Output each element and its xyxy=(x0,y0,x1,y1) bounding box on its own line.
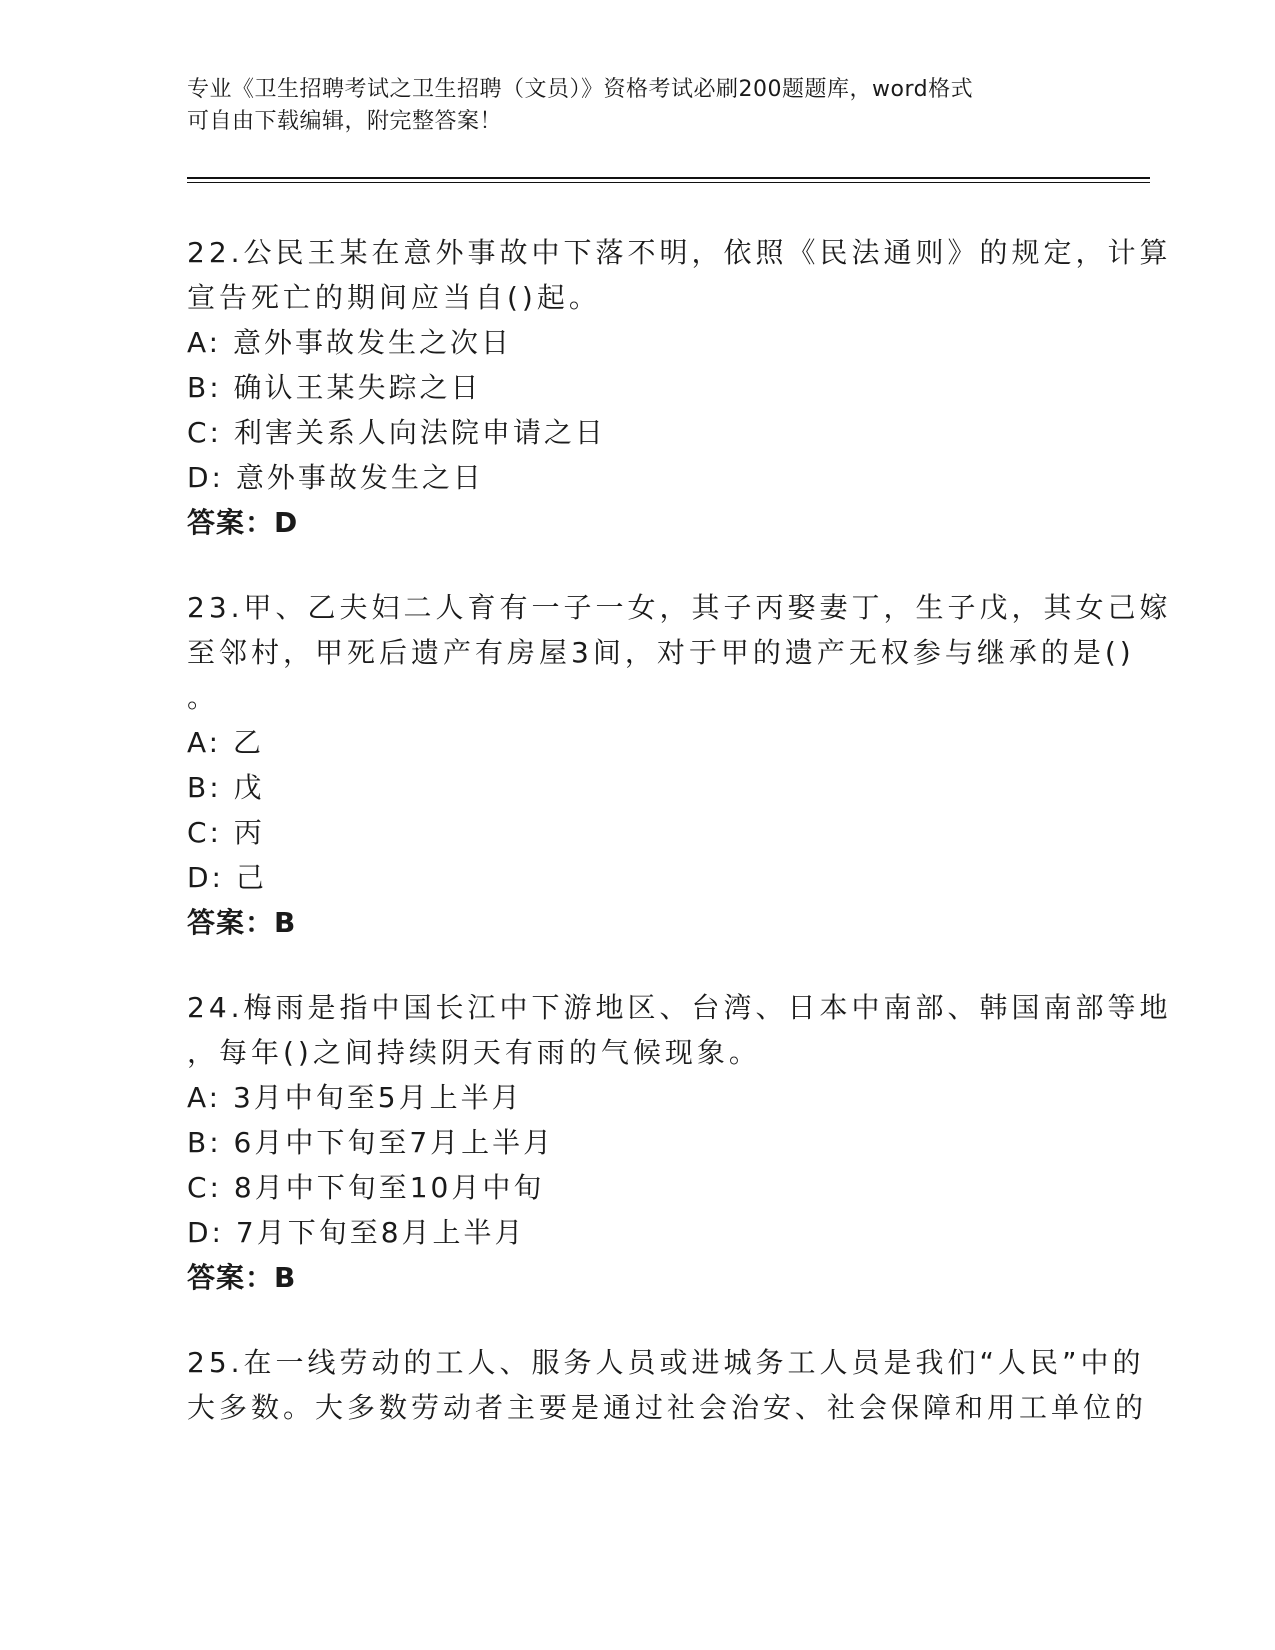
option-d: D: 己 xyxy=(187,861,267,894)
question-stem-line: 25.在一线劳动的工人、服务人员或进城务工人员是我们“人民”中的 xyxy=(187,1346,1145,1379)
option-b: B: 确认王某失踪之日 xyxy=(187,371,482,404)
question-stem-line: 大多数。大多数劳动者主要是通过社会治安、社会保障和用工单位的 xyxy=(187,1391,1148,1424)
question-stem-line: ，每年()之间持续阴天有雨的气候现象。 xyxy=(187,1036,761,1069)
answer: 答案：B xyxy=(187,906,297,939)
question-stem-line: 24.梅雨是指中国长江中下游地区、台湾、日本中南部、韩国南部等地 xyxy=(187,991,1172,1024)
option-a: A: 乙 xyxy=(187,726,264,759)
option-a: A: 3月中旬至5月上半月 xyxy=(187,1081,523,1114)
header-line-2: 可自由下载编辑，附完整答案！ xyxy=(187,109,503,134)
header-line-1: 专业《卫生招聘考试之卫生招聘（文员）》资格考试必刷200题题库，word格式 xyxy=(187,77,974,102)
question-25 xyxy=(187,1340,1148,1430)
option-c: C: 8月中下旬至10月中旬 xyxy=(187,1171,545,1204)
option-c: C: 丙 xyxy=(187,816,265,849)
question-23 xyxy=(187,585,1172,945)
question-stem-line: 至邻村，甲死后遗产有房屋3间，对于甲的遗产无权参与继承的是() xyxy=(187,636,1135,669)
question-stem-line: 。 xyxy=(187,681,220,714)
option-d: D: 7月下旬至8月上半月 xyxy=(187,1216,526,1249)
question-24 xyxy=(187,985,1172,1300)
option-d: D: 意外事故发生之日 xyxy=(187,461,484,494)
header-divider-thick xyxy=(187,177,1150,179)
option-b: B: 6月中下旬至7月上半月 xyxy=(187,1126,555,1159)
option-b: B: 戊 xyxy=(187,771,265,804)
question-stem-line: 23.甲、乙夫妇二人育有一子一女，其子丙娶妻丁，生子戊，其女己嫁 xyxy=(187,591,1172,624)
document-header xyxy=(187,74,1067,138)
question-stem-line: 22.公民王某在意外事故中下落不明，依照《民法通则》的规定，计算 xyxy=(187,236,1172,269)
option-a: A: 意外事故发生之次日 xyxy=(187,326,512,359)
answer: 答案：D xyxy=(187,506,299,539)
question-22 xyxy=(187,230,1172,545)
answer: 答案：B xyxy=(187,1261,297,1294)
question-list xyxy=(187,230,1172,1470)
header-divider-thin xyxy=(187,182,1150,183)
question-stem-line: 宣告死亡的期间应当自()起。 xyxy=(187,281,601,314)
option-c: C: 利害关系人向法院申请之日 xyxy=(187,416,606,449)
